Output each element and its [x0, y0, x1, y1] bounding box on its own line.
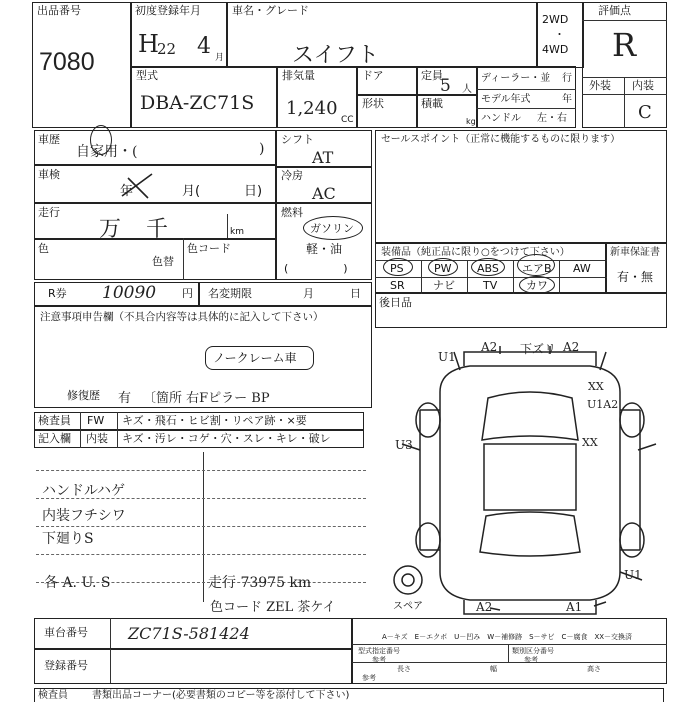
equip-sr: SR	[390, 279, 405, 292]
interior-label: 内装	[632, 79, 654, 92]
dmg-roof: 下ズリ	[520, 342, 557, 356]
equip-aw: AW	[573, 262, 591, 275]
history-box	[34, 130, 276, 166]
dmg-xx-right: XX	[582, 436, 598, 449]
note-each: 各 A. U. S	[44, 575, 111, 591]
note-handle-wear: ハンドルハゲ	[42, 483, 126, 499]
fuel-bracket: ( )	[284, 262, 348, 275]
inspection-label: 車検	[38, 168, 60, 181]
no-claim-text: ノークレーム車	[213, 351, 297, 365]
notice-label: 注意事項申告欄（不具合内容等は具体的に記入して下さい）	[40, 311, 324, 323]
equip-airbag: エアB	[522, 262, 552, 275]
first-reg-label: 初度登録年月	[135, 4, 201, 17]
displacement-label: 排気量	[282, 69, 315, 82]
fuel-diesel: 軽・油	[306, 242, 343, 256]
drive-dot: ・	[554, 28, 565, 41]
repair-mark: 有	[118, 391, 132, 406]
note-mileage: 走行 73975 km	[208, 575, 312, 591]
grade-label: 評価点	[598, 4, 631, 17]
deadline-label: 名変期限	[208, 287, 252, 300]
ref-label-1: 参考	[372, 656, 386, 664]
interior-row-label: 内装	[86, 432, 108, 445]
rear-seat-label: 後日品	[379, 296, 412, 309]
interior-grade: C	[638, 102, 652, 123]
ac-label: 冷房	[281, 169, 303, 182]
inspection-year: 年	[120, 184, 134, 199]
designation-label: 型式指定番号	[358, 647, 400, 655]
first-reg-year: 22	[157, 40, 177, 58]
repaint-label: 色替	[152, 255, 174, 268]
dmg-spare: スペア	[393, 601, 423, 612]
capacity-unit: 人	[462, 84, 472, 95]
equip-ps: PS	[390, 262, 404, 275]
dmg-xx-right-top: XX	[588, 380, 604, 393]
equip-ps-circle	[383, 258, 413, 276]
bottom-label: 検査員	[38, 690, 68, 701]
inspection-day: 日)	[244, 184, 263, 199]
capacity-value: 5	[440, 76, 451, 96]
mileage-label: 走行	[38, 206, 60, 219]
first-reg-month-unit: 月	[215, 53, 225, 63]
mileage-man: 万	[99, 217, 122, 242]
sales-point-label: セールスポイント（正常に機能するものに限ります）	[381, 134, 621, 145]
note-underbody: 下廻りS	[42, 531, 94, 547]
displacement-unit: CC	[341, 115, 354, 125]
fw-label: FW	[87, 414, 105, 427]
first-reg-month: 4	[197, 34, 211, 59]
loading-unit: kg	[466, 117, 476, 126]
grade-value: R	[612, 26, 637, 64]
note-color-code: 色コード ZEL 茶ケイ	[210, 600, 336, 615]
warranty-value: 有・無	[617, 270, 654, 284]
dmg-u3: U3	[395, 438, 413, 452]
model-value: DBA-ZC71S	[140, 92, 255, 114]
history-circle	[90, 125, 112, 155]
handle-label: ハンドル	[481, 113, 521, 124]
lot-number: 7080	[39, 48, 95, 76]
chassis-value: ZC71S-581424	[128, 624, 250, 643]
equip-leather: カワ	[526, 279, 548, 292]
displacement-value: 1,240	[286, 98, 338, 119]
dmg-u1-top: U1	[438, 350, 456, 364]
shift-value: AT	[312, 148, 334, 167]
dealer-unit: 行	[562, 73, 572, 84]
dmg-a2-bottom: A2	[476, 600, 493, 614]
note-interior-wrinkle: 内装フチシワ	[42, 508, 126, 524]
equip-abs: ABS	[477, 262, 499, 275]
color-code-label: 色コード	[187, 242, 231, 255]
drive-2wd: 2WD	[542, 13, 569, 26]
equip-abs-circle	[471, 258, 505, 276]
model-year-label: モデル年式	[481, 94, 531, 105]
fw-text: キズ・飛石・ヒビ割・リペア跡・×要	[122, 414, 307, 427]
equip-navi: ナビ	[433, 279, 455, 292]
inspector-label: 検査員	[38, 414, 71, 427]
entry-label: 記入欄	[38, 432, 71, 445]
length-label: 長さ	[397, 665, 411, 673]
rear-seat-box	[375, 292, 667, 328]
recycle-value: 10090	[102, 283, 157, 303]
legend-text: A－キズ E－エクボ U－凹み W－補修跡 S－サビ C－腐食 XX－交換済	[382, 633, 633, 641]
lot-label: 出品番号	[37, 4, 81, 17]
model-year-unit: 年	[562, 94, 572, 105]
inspection-month: 月(	[182, 184, 201, 199]
inspection-strike	[118, 170, 158, 200]
dmg-a1-bottom: A1	[566, 600, 583, 614]
equip-airbag-circle	[517, 254, 555, 276]
color-label: 色	[38, 242, 49, 255]
chassis-label: 車台番号	[44, 626, 88, 639]
reg-label: 登録番号	[44, 659, 88, 672]
history-value: 自家用・(	[76, 144, 138, 160]
recycle-unit: 円	[182, 287, 193, 300]
equip-pw-circle	[428, 258, 458, 276]
fuel-value: ガソリン	[310, 222, 354, 235]
mileage-unit: km	[230, 227, 244, 237]
height-label: 高さ	[587, 665, 601, 673]
drive-4wd: 4WD	[542, 43, 569, 56]
interior-text: キズ・汚レ・コゲ・穴・スレ・キレ・破レ	[122, 432, 331, 445]
shift-label: シフト	[281, 133, 314, 146]
car-name: スイフト	[292, 43, 379, 68]
dealer-label: ディーラー・並	[481, 73, 551, 84]
dmg-u1-bottom: U1	[624, 568, 642, 582]
dmg-u1a2: U1A2	[587, 398, 619, 411]
ref-label-2: 参考	[524, 656, 538, 664]
repair-label: 修復歴	[67, 389, 100, 402]
exterior-label: 外装	[589, 79, 611, 92]
warranty-label: 新車保証書	[610, 247, 660, 258]
equipment-label: 装備品（純正品に限り○をつけて下さい）	[381, 247, 570, 258]
handle-value: 左・右	[537, 113, 567, 124]
recycle-label: R券	[48, 287, 67, 300]
equip-tv: TV	[483, 279, 498, 292]
car-name-label: 車名・グレード	[232, 4, 309, 17]
mileage-sen: 千	[146, 217, 169, 242]
history-close: )	[259, 141, 265, 157]
shape-label: 形状	[362, 97, 384, 110]
deadline-day: 日	[350, 287, 361, 300]
bottom-text: 書類出品コーナー(必要書類のコピー等を添付して下さい)	[92, 690, 350, 701]
door-label: ドア	[362, 69, 384, 82]
first-reg-era: H	[138, 30, 159, 58]
fuel-circle	[303, 216, 363, 240]
loading-label: 積載	[421, 97, 443, 110]
deadline-month: 月	[303, 287, 314, 300]
ac-value: AC	[312, 184, 336, 203]
fuel-label: 燃料	[281, 206, 303, 219]
equip-pw: PW	[434, 262, 452, 275]
model-label: 型式	[136, 69, 158, 82]
sales-point-box	[375, 130, 667, 243]
capacity-label: 定員	[421, 69, 443, 82]
dmg-a2-right: A2	[563, 340, 580, 354]
history-label: 車歴	[38, 133, 60, 146]
class-label: 類別区分番号	[512, 647, 554, 655]
dmg-a2-left: A2	[481, 340, 498, 354]
repair-detail: 〔箇所 右Fピラー BP	[143, 391, 270, 406]
length-ref: 参考	[362, 674, 376, 682]
width-label: 幅	[490, 665, 497, 673]
